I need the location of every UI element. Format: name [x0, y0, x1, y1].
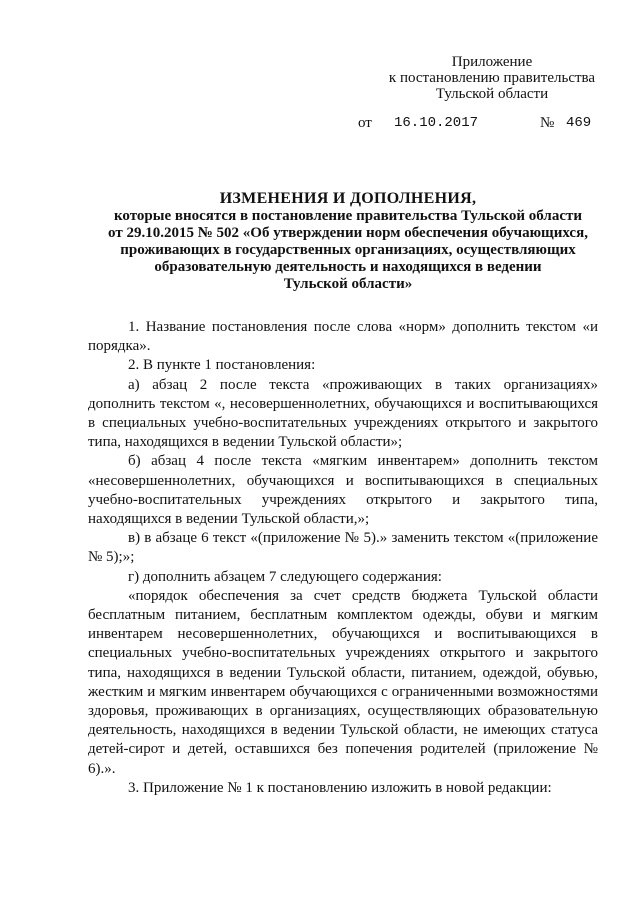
- paragraph-2d: г) дополнить абзацем 7 следующего содержания:: [128, 568, 442, 585]
- title-line-3: проживающих в государственных организациях, осуществляющих: [120, 242, 576, 258]
- approval-line-appendix: Приложение: [451, 54, 533, 70]
- number-label: №: [540, 115, 555, 131]
- title-line-1: которые вносятся в постановление правительства Тульской области: [113, 208, 583, 224]
- title-line-4: образовательную деятельность и находящихся в ведении: [154, 259, 542, 275]
- paragraph-2: 2. В пункте 1 постановления:: [128, 357, 316, 374]
- paragraph-1: 1. Название постановления после слова «норм» дополнить текстом «и порядка».: [88, 319, 598, 355]
- approval-line-resolution: к постановлению правительства: [388, 70, 596, 86]
- paragraph-2a: а) абзац 2 после текста «проживающих в таких организациях» дополнить текстом «, несовершеннолетних, обучающихся и воспитывающихся в специальных учебно-воспитательных учреждениях открытого и закрытого типа, находящихся в ведении Тульской области»;: [88, 376, 598, 451]
- paragraph-quote: «порядок обеспечения за счет средств бюджета Тульской области бесплатным питанием, бесплатным комплектом одежды, обуви и мягким инвентарем несовершеннолетних, обучающихся и воспитывающихся в специальных учебно-воспитательных учреждениях открытого и закрытого типа, находящихся в ведении Тульской области, питанием, одеждой, обувью, жестким и мягким инвентарем обучающихся с ограниченными возможностями здоровья, проживающих в организациях, осуществляющих образовательную деятельность, находящихся в ведении Тульской области, не имеющих статуса детей-сирот и детей, оставшихся без попечения родителей (приложение № 6).».: [88, 587, 598, 777]
- paragraph-2b: б) абзац 4 после текста «мягким инвентарем» дополнить текстом «несовершеннолетних, обучающихся и воспитывающихся в специальных учебно-воспитательных учреждениях открытого и закрытого типа, находящихся в ведении Тульской области,»;: [88, 453, 598, 528]
- approval-block: [382, 54, 602, 102]
- from-label: от: [358, 115, 372, 131]
- document-body: [88, 318, 598, 798]
- document-number: 469: [566, 115, 592, 131]
- approval-line-region: Тульской области: [435, 86, 549, 102]
- document-title: [88, 190, 608, 293]
- title-line-2: от 29.10.2015 № 502 «Об утверждении норм обеспечения обучающихся,: [108, 225, 588, 241]
- paragraph-2c: в) в абзаце 6 текст «(приложение № 5).» заменить текстом «(приложение № 5);»;: [88, 530, 598, 566]
- paragraph-3: 3. Приложение № 1 к постановлению изложить в новой редакции:: [128, 779, 552, 796]
- document-date: 16.10.2017: [394, 115, 479, 131]
- title-line-5: Тульской области»: [283, 276, 413, 292]
- title-main: ИЗМЕНЕНИЯ И ДОПОЛНЕНИЯ,: [219, 190, 477, 207]
